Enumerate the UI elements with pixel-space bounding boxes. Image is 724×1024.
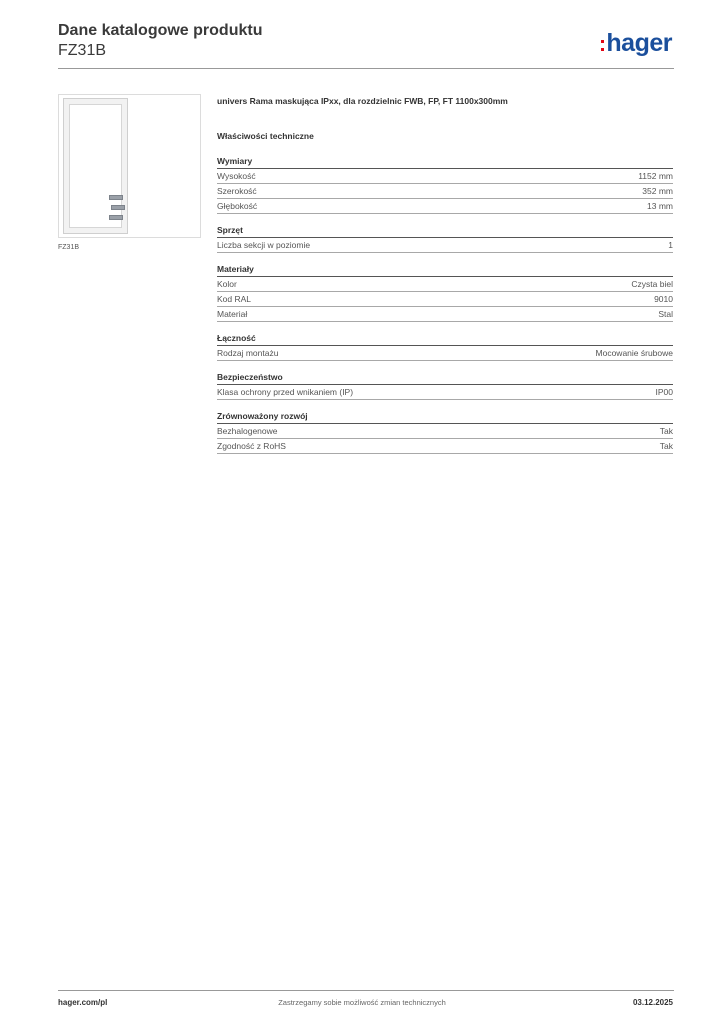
property-row xyxy=(217,307,673,322)
property-label: Szerokość xyxy=(217,186,257,196)
property-row xyxy=(217,238,673,253)
footer-website[interactable]: hager.com/pl xyxy=(58,998,108,1007)
document-title: Dane katalogowe produktu xyxy=(58,22,263,39)
property-row xyxy=(217,385,673,400)
property-label: Kolor xyxy=(217,279,237,289)
group-title: Bezpieczeństwo xyxy=(217,371,673,385)
property-value: 1 xyxy=(668,240,673,250)
property-label: Materiał xyxy=(217,309,248,319)
property-value: IP00 xyxy=(655,387,673,397)
property-label: Bezhalogenowe xyxy=(217,426,278,436)
property-label: Rodzaj montażu xyxy=(217,348,279,358)
property-label: Wysokość xyxy=(217,171,256,181)
property-groups xyxy=(217,155,673,454)
property-label: Klasa ochrony przed wnikaniem (IP) xyxy=(217,387,354,397)
group-title: Łączność xyxy=(217,332,673,346)
bracket-icon xyxy=(109,195,123,200)
property-value: Mocowanie śrubowe xyxy=(595,348,673,358)
group-title: Zrównoważony rozwój xyxy=(217,410,673,424)
property-group xyxy=(217,263,673,322)
property-group xyxy=(217,224,673,253)
property-value: 352 mm xyxy=(642,186,673,196)
property-row xyxy=(217,424,673,439)
property-value: 9010 xyxy=(654,294,673,304)
group-title: Materiały xyxy=(217,263,673,277)
group-title: Wymiary xyxy=(217,155,673,169)
logo-dots-icon xyxy=(601,40,604,51)
property-value: Czysta biel xyxy=(631,279,673,289)
product-details xyxy=(217,95,673,454)
hager-logo xyxy=(601,29,672,58)
masking-frame-illustration xyxy=(63,98,128,234)
property-value: Tak xyxy=(659,441,673,451)
property-label: Głębokość xyxy=(217,201,258,211)
product-code: FZ31B xyxy=(58,42,107,59)
bracket-icon xyxy=(111,205,125,210)
footer-disclaimer: Zastrzegamy sobie możliwość zmian technicznych xyxy=(278,998,446,1007)
property-label: Liczba sekcji w poziomie xyxy=(217,240,311,250)
property-value: Tak xyxy=(659,426,673,436)
page-header xyxy=(58,21,674,69)
property-row xyxy=(217,439,673,454)
header-divider xyxy=(58,68,674,69)
property-row xyxy=(217,184,673,199)
property-value: 1152 mm xyxy=(638,171,673,181)
footer-divider xyxy=(58,990,674,991)
group-title: Sprzęt xyxy=(217,224,673,238)
property-group xyxy=(217,332,673,361)
property-row xyxy=(217,199,673,214)
product-description: univers Rama maskująca IPxx, dla rozdzielnic FWB, FP, FT 1100x300mm xyxy=(217,96,508,106)
property-row xyxy=(217,346,673,361)
property-row xyxy=(217,277,673,292)
bracket-icon xyxy=(109,215,123,220)
property-value: Stal xyxy=(658,309,673,319)
logo-text: hager xyxy=(606,29,672,57)
property-group xyxy=(217,371,673,400)
footer-date: 03.12.2025 xyxy=(632,998,673,1007)
property-group xyxy=(217,155,673,214)
property-label: Kod RAL xyxy=(217,294,252,304)
property-row xyxy=(217,169,673,184)
property-group xyxy=(217,410,673,454)
property-value: 13 mm xyxy=(647,201,673,211)
property-row xyxy=(217,292,673,307)
properties-heading: Właściwości techniczne xyxy=(217,131,314,141)
product-image xyxy=(58,94,201,238)
property-label: Zgodność z RoHS xyxy=(217,441,286,451)
image-caption: FZ31B xyxy=(58,244,80,251)
